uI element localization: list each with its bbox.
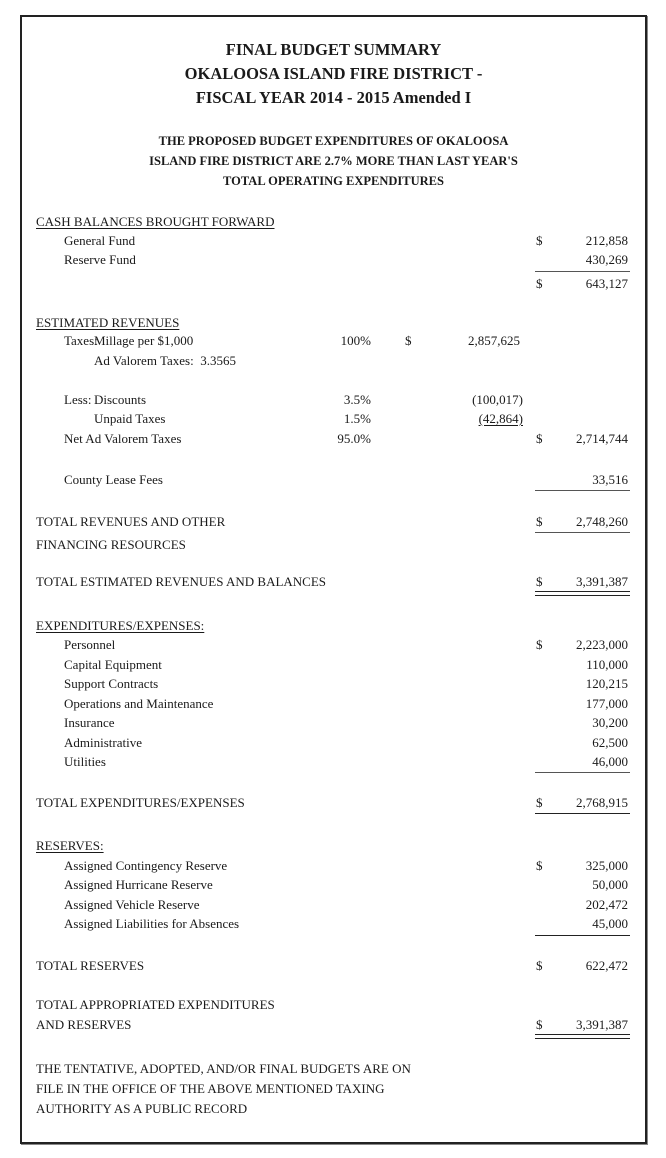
reserve-fund-label: Reserve Fund <box>64 252 136 267</box>
revenue-subtotal-rule <box>535 490 630 491</box>
estimated-revenues-heading: ESTIMATED REVENUES <box>36 315 180 330</box>
ad-valorem-label <box>94 352 236 370</box>
total-revenues-value: 2,748,260 <box>576 514 628 529</box>
total-reserves-value: 622,472 <box>585 958 628 973</box>
taxes-prefix: Taxes: <box>64 333 98 348</box>
net-ad-valorem-label: Net Ad Valorem Taxes <box>64 431 182 446</box>
expense-insurance-label: Insurance <box>64 715 115 730</box>
reserve-contingency-label: Assigned Contingency Reserve <box>64 858 228 873</box>
total-reserves-currency: $ <box>536 958 543 973</box>
net-ad-valorem-value: 2,714,744 <box>576 431 628 446</box>
millage-value: 2,857,625 <box>468 333 520 348</box>
net-ad-valorem-currency: $ <box>536 431 543 446</box>
reserve-fund-value: 430,269 <box>585 252 628 267</box>
discounts-label: Discounts <box>94 392 146 407</box>
millage-currency: $ <box>405 333 412 348</box>
subtitle-line-3: TOTAL OPERATING EXPENDITURES <box>223 174 444 188</box>
unpaid-taxes-value: (42,864) <box>478 411 523 426</box>
expense-support-contracts-value: 120,215 <box>585 676 628 691</box>
total-revenues-label-1: TOTAL REVENUES AND OTHER <box>36 514 226 529</box>
net-ad-valorem-percent: 95.0% <box>337 431 371 446</box>
total-appropriated-currency: $ <box>536 1017 543 1032</box>
expense-personnel-label: Personnel <box>64 637 116 652</box>
footer-line-2: FILE IN THE OFFICE OF THE ABOVE MENTIONED TAXING <box>36 1081 385 1096</box>
expense-support-contracts-label: Support Contracts <box>64 676 159 691</box>
title-line-3: FISCAL YEAR 2014 - 2015 Amended I <box>195 88 472 107</box>
reserve-hurricane-value: 50,000 <box>592 877 628 892</box>
reserve-absences-value: 45,000 <box>592 916 628 931</box>
general-fund-value: 212,858 <box>585 233 628 248</box>
total-expenditures-value: 2,768,915 <box>576 795 628 810</box>
cash-balances-heading: CASH BALANCES BROUGHT FORWARD <box>36 214 275 229</box>
reserve-contingency-currency: $ <box>536 858 543 873</box>
reserve-absences-label: Assigned Liabilities for Absences <box>64 916 240 931</box>
cash-total-currency: $ <box>536 276 543 291</box>
expense-operations-value: 177,000 <box>585 696 628 711</box>
reserves-subtotal-rule <box>535 935 630 936</box>
appropriated-double-rule <box>535 1034 630 1039</box>
expense-operations-label: Operations and Maintenance <box>64 696 214 711</box>
total-revenues-rule <box>535 532 630 533</box>
total-appropriated-label-2: AND RESERVES <box>36 1017 132 1032</box>
total-expenditures-rule <box>535 813 630 814</box>
grand-total-double-rule <box>535 591 630 596</box>
footer-line-1: THE TENTATIVE, ADOPTED, AND/OR FINAL BUDGETS ARE ON <box>36 1061 411 1076</box>
ad-valorem-rate: 3.3565 <box>200 353 236 368</box>
reserve-hurricane-label: Assigned Hurricane Reserve <box>64 877 213 892</box>
reserve-contingency-value: 325,000 <box>585 858 628 873</box>
total-revenues-currency: $ <box>536 514 543 529</box>
discounts-value: (100,017) <box>472 392 523 407</box>
general-fund-label: General Fund <box>64 233 136 248</box>
expense-utilities-value: 46,000 <box>592 754 628 769</box>
discounts-percent: 3.5% <box>343 392 371 407</box>
county-lease-value: 33,516 <box>592 472 628 487</box>
less-prefix: Less: <box>64 392 92 407</box>
total-expenditures-label: TOTAL EXPENDITURES/EXPENSES <box>36 795 245 810</box>
county-lease-label: County Lease Fees <box>64 472 163 487</box>
total-appropriated-label-1: TOTAL APPROPRIATED EXPENDITURES <box>36 997 275 1012</box>
total-revenues-balances-value: 3,391,387 <box>576 574 628 589</box>
millage-label: Millage per $1,000 <box>94 333 194 348</box>
footer-line-3: AUTHORITY AS A PUBLIC RECORD <box>36 1101 248 1116</box>
expenditures-heading: EXPENDITURES/EXPENSES: <box>36 618 205 633</box>
title-line-2: OKALOOSA ISLAND FIRE DISTRICT - <box>184 64 483 83</box>
cash-total-value: 643,127 <box>585 276 628 291</box>
expense-utilities-label: Utilities <box>64 754 106 769</box>
unpaid-taxes-label: Unpaid Taxes <box>94 411 166 426</box>
expense-insurance-value: 30,200 <box>592 715 628 730</box>
expense-administrative-value: 62,500 <box>592 735 628 750</box>
reserve-vehicle-value: 202,472 <box>585 897 628 912</box>
total-appropriated-value: 3,391,387 <box>576 1017 628 1032</box>
budget-summary-page <box>20 15 647 1144</box>
millage-percent: 100% <box>340 333 371 348</box>
title-line-1: FINAL BUDGET SUMMARY <box>225 40 442 59</box>
reserve-vehicle-label: Assigned Vehicle Reserve <box>64 897 200 912</box>
expense-capital-equipment-label: Capital Equipment <box>64 657 162 672</box>
unpaid-taxes-percent: 1.5% <box>343 411 371 426</box>
expense-personnel-value: 2,223,000 <box>576 637 628 652</box>
general-fund-currency: $ <box>536 233 543 248</box>
subtitle-line-1: THE PROPOSED BUDGET EXPENDITURES OF OKALOOSA <box>158 134 509 148</box>
total-reserves-label: TOTAL RESERVES <box>36 958 145 973</box>
subtitle-line-2: ISLAND FIRE DISTRICT ARE 2.7% MORE THAN LAST YEAR'S <box>149 154 518 168</box>
expense-administrative-label: Administrative <box>64 735 142 750</box>
subtotal-rule <box>535 271 630 272</box>
reserves-heading: RESERVES: <box>36 838 104 853</box>
expense-personnel-currency: $ <box>536 637 543 652</box>
total-revenues-balances-label: TOTAL ESTIMATED REVENUES AND BALANCES <box>36 574 327 589</box>
total-revenues-label-2: FINANCING RESOURCES <box>36 537 186 552</box>
ad-valorem-text: Ad Valorem Taxes: <box>94 353 194 368</box>
total-expenditures-currency: $ <box>536 795 543 810</box>
expense-capital-equipment-value: 110,000 <box>586 657 628 672</box>
total-revenues-balances-currency: $ <box>536 574 543 589</box>
expenditures-subtotal-rule <box>535 772 630 773</box>
